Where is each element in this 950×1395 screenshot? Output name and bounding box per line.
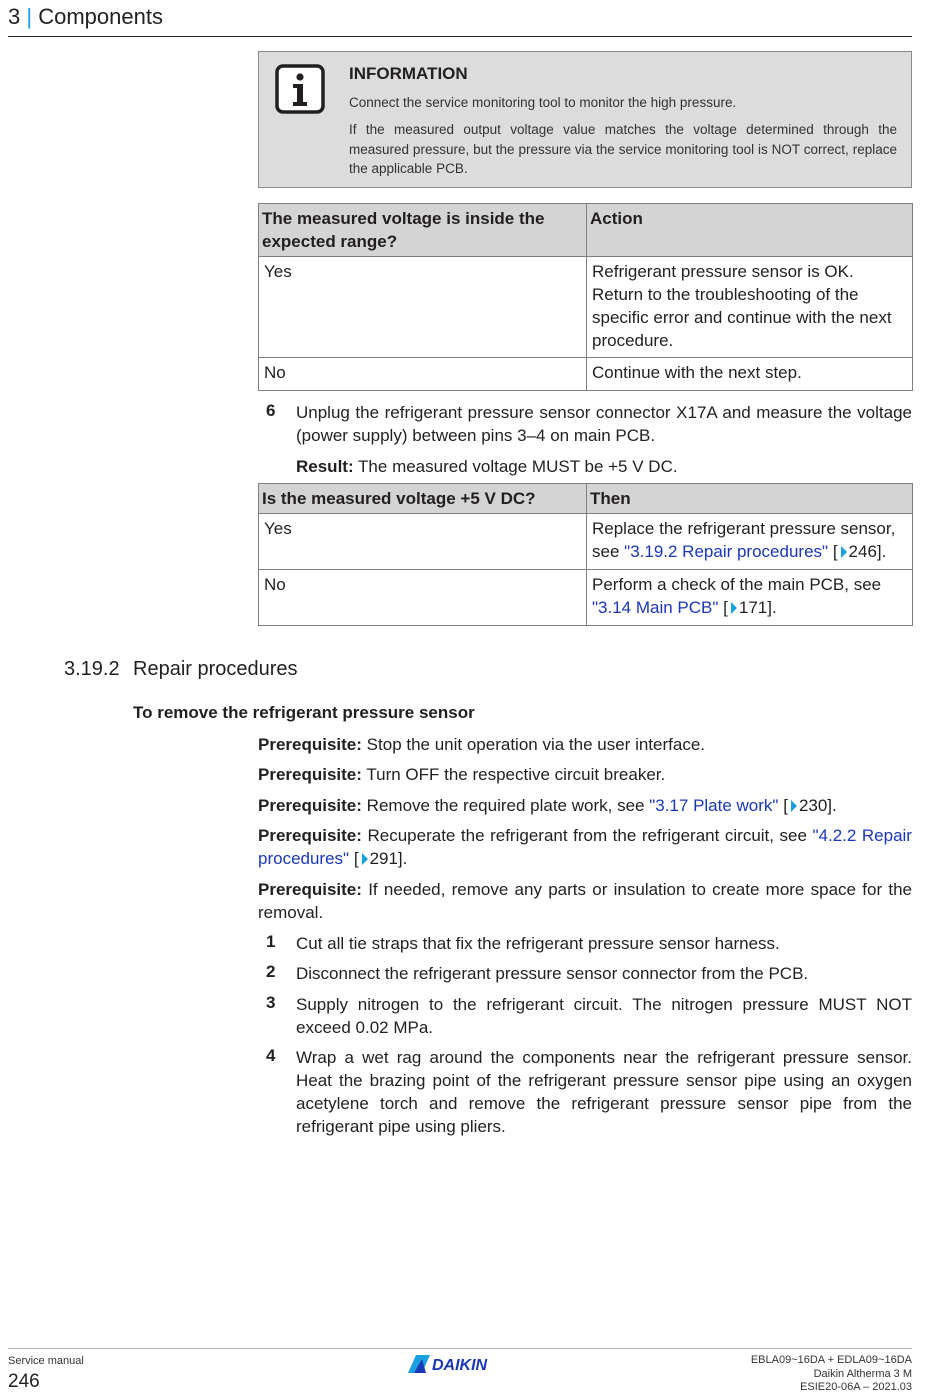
cell-text: Perform a check of the main PCB, see [592,575,882,594]
step-number: 1 [266,932,276,951]
doc-info [751,1354,912,1395]
daikin-logo [408,1353,512,1375]
page-number: 246 [8,1371,40,1392]
page-ref: 171]. [738,598,777,617]
section-title: Repair procedures [133,658,298,680]
table-row [259,514,913,570]
supply-voltage-table [258,483,913,626]
chapter-separator: | [26,4,33,29]
bracket: [ [783,796,788,815]
link-arrow-icon [362,853,368,865]
prerequisite-text: Recuperate the refrigerant from the refrigerant circuit, see [367,826,807,845]
table-row [259,358,913,391]
prerequisite-text: Stop the unit operation via the user interface. [366,735,705,754]
page-ref: 246]. [848,542,887,561]
section-number: 3.19.2 [64,658,120,680]
prerequisite-label: Prerequisite: [258,765,362,784]
link-arrow-icon [791,800,797,812]
step-text: Supply nitrogen to the refrigerant circuit. The nitrogen pressure MUST NOT exceed 0.02 MPa. [296,995,912,1037]
chapter-title: Components [38,4,163,29]
table-header: Is the measured voltage +5 V DC? [259,484,587,514]
bracket: [ [723,598,728,617]
table-header: The measured voltage is inside the expected range? [259,204,587,257]
step-number: 2 [266,962,276,981]
refrigerant-repair-link[interactable]: "4.2.2 Repair procedures" [258,826,912,868]
chapter-number: 3 [8,4,21,29]
prerequisite-text: Turn OFF the respective circuit breaker. [366,765,666,784]
doc-type: Service manual [8,1355,84,1367]
step-number: 3 [266,993,276,1012]
bracket: [ [832,542,838,561]
step-text: Disconnect the refrigerant pressure sensor connector from the PCB. [296,964,809,983]
table-cell [587,514,913,570]
bracket: [ [353,849,359,868]
result-text: The measured voltage MUST be +5 V DC. [358,457,678,476]
plate-work-link[interactable]: "3.17 Plate work" [649,796,779,815]
table-cell: Refrigerant pressure sensor is OK. Return to the troubleshooting of the specific error and continue with the next procedure. [587,257,913,358]
step-text: Wrap a wet rag around the components near the refrigerant pressure sensor. Heat the brazing point of the refrigerant pressure sensor pipe using an oxygen acetylene torch and remove the refrigerant pressure sensor pipe from the refrigerant pipe using pliers. [296,1048,912,1136]
prerequisite-label: Prerequisite: [258,735,362,754]
info-icon [275,64,325,114]
product-name: Daikin Altherma 3 M [813,1367,912,1380]
prerequisite-1 [258,733,912,756]
info-text-2: If the measured output voltage value matches the voltage determined through the measured pressure, but the pressure via the service monitoring tool is NOT correct, replace the applicable PCB. [349,122,897,176]
prerequisite-5 [258,878,912,924]
prerequisite-3 [258,794,912,817]
models: EBLA09~16DA + EDLA09~16DA [750,1354,912,1366]
table-cell: No [259,358,587,391]
result-label: Result: [296,457,354,476]
table-row [259,257,913,358]
prerequisite-4 [258,824,912,870]
step-text: Unplug the refrigerant pressure sensor connector X17A and measure the voltage (power supply) between pins 3–4 on main PCB. [296,403,912,445]
repair-procedures-link[interactable]: "3.19.2 Repair procedures" [624,542,829,561]
link-arrow-icon [841,546,847,558]
cell-text: Replace the refrigerant pressure sensor, see [592,519,896,561]
step-number: 4 [266,1046,276,1065]
info-text-1: Connect the service monitoring tool to monitor the high pressure. [349,95,737,110]
table-row [259,570,913,626]
table-cell: Yes [259,257,587,358]
table-header: Then [587,484,913,514]
chapter-header [8,4,163,30]
footer-divider [8,1348,912,1349]
voltage-range-table [258,203,913,391]
prerequisite-label: Prerequisite: [258,796,362,815]
logo-text: DAIKIN [432,1357,488,1374]
prerequisite-label: Prerequisite: [258,826,362,845]
prerequisite-text: If needed, remove any parts or insulation to create more space for the removal. [258,880,912,922]
prerequisite-text: Remove the required plate work, see [366,796,645,815]
page-ref: 230]. [798,796,837,815]
procedure-heading: To remove the refrigerant pressure sensor [133,703,475,722]
info-title: INFORMATION [349,64,468,83]
main-pcb-link[interactable]: "3.14 Main PCB" [592,598,719,617]
prerequisite-label: Prerequisite: [258,880,362,899]
step-result [296,455,912,478]
step-text: Cut all tie straps that fix the refrigerant pressure sensor harness. [296,934,780,953]
link-arrow-icon [731,602,737,614]
page-ref: 291]. [369,849,408,868]
table-header: Action [587,204,913,257]
table-cell: Yes [259,514,587,570]
table-cell [587,570,913,626]
prerequisite-2 [258,763,912,786]
step-number: 6 [266,401,276,420]
doc-code: ESIE20-06A – 2021.03 [800,1381,912,1393]
table-cell: Continue with the next step. [587,358,913,391]
header-divider [8,36,912,37]
table-cell: No [259,570,587,626]
